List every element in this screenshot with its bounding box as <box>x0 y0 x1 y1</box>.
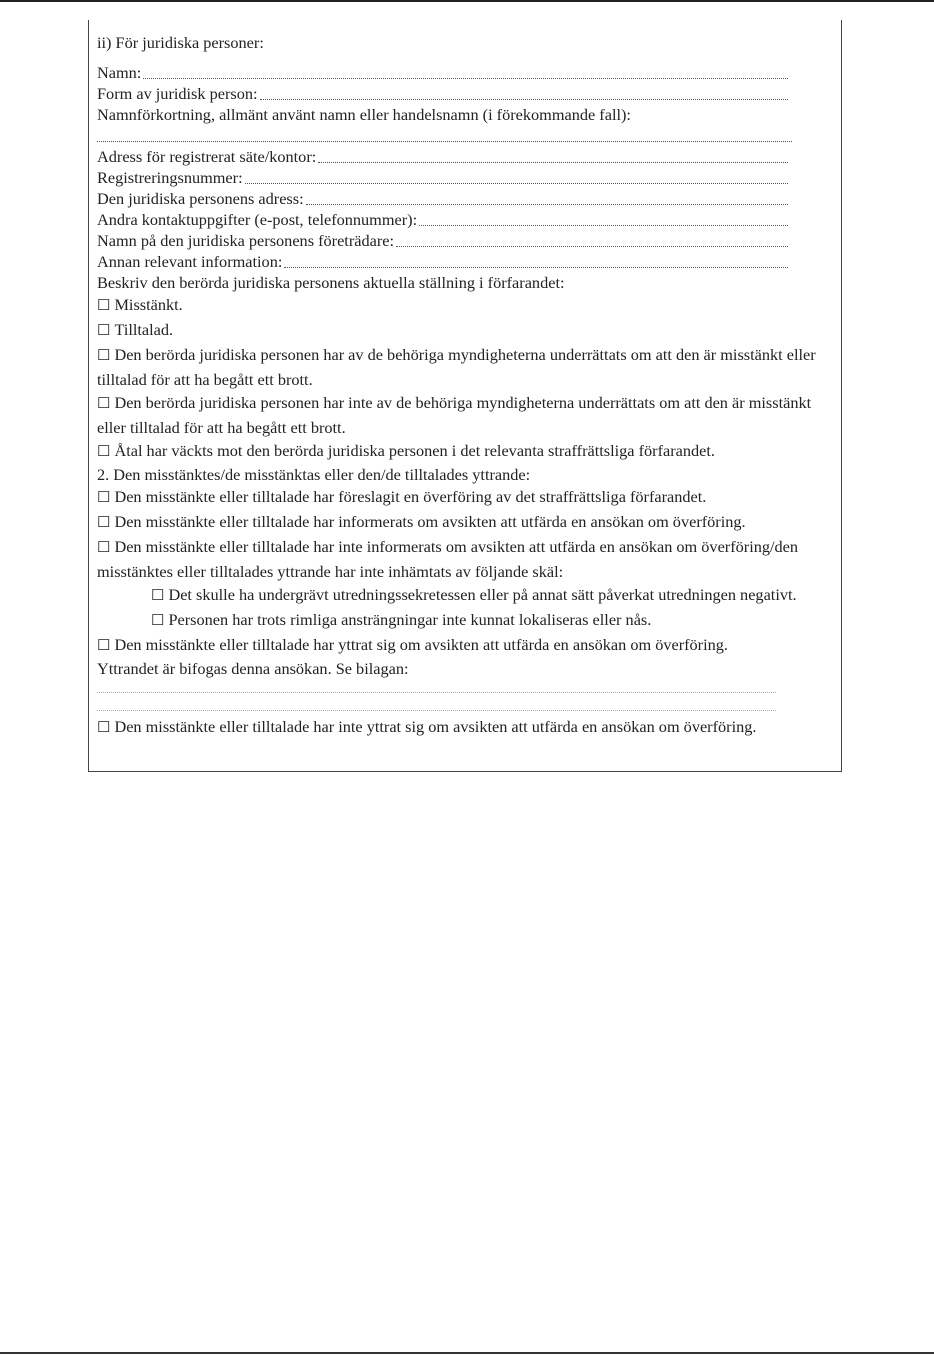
fill-in-dots[interactable] <box>318 161 788 163</box>
attachment-dots-1[interactable] <box>97 679 832 697</box>
option-label: Den misstänkte eller tilltalade har föreslagit en överföring av det straffrättsliga förfarandet. <box>114 487 707 506</box>
checkbox-suspected[interactable] <box>97 293 832 318</box>
checkbox-icon[interactable]: ☐ <box>151 613 165 629</box>
field-label: Adress för registrerat säte/kontor: <box>97 147 317 166</box>
fill-in-dots[interactable] <box>245 182 788 184</box>
fill-in-dots[interactable] <box>284 266 788 268</box>
fill-in-dots[interactable] <box>306 203 788 205</box>
field-label: Registreringsnummer: <box>97 168 243 187</box>
fill-in-dots[interactable] <box>143 77 788 79</box>
checkbox-icon[interactable]: ☐ <box>151 588 165 604</box>
field-trade-name-label: Namnförkortning, allmänt använt namn eller handelsnamn (i förekommande fall): <box>97 105 631 124</box>
field-label: Andra kontaktuppgifter (e-post, telefonnummer): <box>97 210 418 229</box>
option-label: Den berörda juridiska personen har inte av de behöriga myndigheterna underrättats om att den är misstänkt eller tilltalad för att ha begått ett brott. <box>97 393 812 437</box>
field-representative[interactable] <box>97 230 832 251</box>
checkbox-icon[interactable]: ☐ <box>97 396 111 412</box>
field-other-info[interactable] <box>97 251 832 272</box>
checkbox-charged[interactable] <box>97 439 832 464</box>
checkbox-reason-secrecy[interactable] <box>97 583 832 608</box>
attachment-dots-2[interactable] <box>97 697 832 715</box>
section-heading: ii) För juridiska personer: <box>97 33 264 52</box>
field-label: Namn: <box>97 63 142 82</box>
checkbox-accused[interactable] <box>97 318 832 343</box>
checkbox-expressed[interactable] <box>97 633 832 658</box>
checkbox-icon[interactable]: ☐ <box>97 515 111 531</box>
bottom-rule <box>0 1352 934 1354</box>
checkbox-not-informed[interactable] <box>97 391 832 439</box>
checkbox-not-expressed[interactable] <box>97 715 832 740</box>
field-label: Annan relevant information: <box>97 252 283 271</box>
form-content <box>97 20 832 740</box>
option-label: Tilltalad. <box>114 320 174 339</box>
field-name[interactable] <box>97 62 832 83</box>
checkbox-icon[interactable]: ☐ <box>97 540 111 556</box>
form-box <box>88 20 842 772</box>
option-label: Det skulle ha undergrävt utredningssekretessen eller på annat sätt påverkat utredningen negativt. <box>168 585 797 604</box>
field-registration-number[interactable] <box>97 167 832 188</box>
field-contact-details[interactable] <box>97 209 832 230</box>
field-legal-form[interactable] <box>97 83 832 104</box>
field-label: Form av juridisk person: <box>97 84 258 103</box>
option-label: Personen har trots rimliga ansträngningar inte kunnat lokaliseras eller nås. <box>168 610 652 629</box>
option-label: Den misstänkte eller tilltalade har inte yttrat sig om avsikten att utfärda en ansökan om överföring. <box>114 717 757 736</box>
section2-heading: 2. Den misstänktes/de misstänktas eller den/de tilltalades yttrande: <box>97 465 531 484</box>
status-question: Beskriv den berörda juridiska personens aktuella ställning i förfarandet: <box>97 273 565 292</box>
fill-in-dots[interactable] <box>419 224 788 226</box>
option-label: Den misstänkte eller tilltalade har inte informerats om avsikten att utfärda en ansökan om överföring/den misstänktes eller tilltalades yttrande har inte inhämtats av följande skäl: <box>97 537 799 581</box>
option-label: Åtal har väckts mot den berörda juridiska personen i det relevanta straffrättsliga förfarandet. <box>114 441 715 460</box>
attachment-note: Yttrandet är bifogas denna ansökan. Se bilagan: <box>97 659 409 678</box>
checkbox-icon[interactable]: ☐ <box>97 720 111 736</box>
field-label: Den juridiska personens adress: <box>97 189 304 208</box>
checkbox-icon[interactable]: ☐ <box>97 348 111 364</box>
checkbox-icon[interactable]: ☐ <box>97 323 111 339</box>
fill-in-dots[interactable] <box>396 245 788 247</box>
field-label: Namn på den juridiska personens företrädare: <box>97 231 395 250</box>
option-label: Den berörda juridiska personen har av de behöriga myndigheterna underrättats om att den är misstänkt eller tilltalad för att ha begått ett brott. <box>97 345 816 389</box>
checkbox-reason-not-found[interactable] <box>97 608 832 633</box>
top-rule <box>0 0 934 2</box>
field-trade-name-dots[interactable] <box>97 125 832 146</box>
checkbox-informed[interactable] <box>97 343 832 391</box>
checkbox-informed-intent[interactable] <box>97 510 832 535</box>
field-address[interactable] <box>97 188 832 209</box>
option-label: Den misstänkte eller tilltalade har yttrat sig om avsikten att utfärda en ansökan om överföring. <box>114 635 728 654</box>
fill-in-dots[interactable] <box>260 98 788 100</box>
checkbox-proposed-transfer[interactable] <box>97 485 832 510</box>
checkbox-icon[interactable]: ☐ <box>97 298 111 314</box>
checkbox-not-informed-intent[interactable] <box>97 535 832 583</box>
checkbox-icon[interactable]: ☐ <box>97 638 111 654</box>
option-label: Den misstänkte eller tilltalade har informerats om avsikten att utfärda en ansökan om överföring. <box>114 512 746 531</box>
checkbox-icon[interactable]: ☐ <box>97 490 111 506</box>
field-registered-office[interactable] <box>97 146 832 167</box>
option-label: Misstänkt. <box>114 295 183 314</box>
checkbox-icon[interactable]: ☐ <box>97 444 111 460</box>
